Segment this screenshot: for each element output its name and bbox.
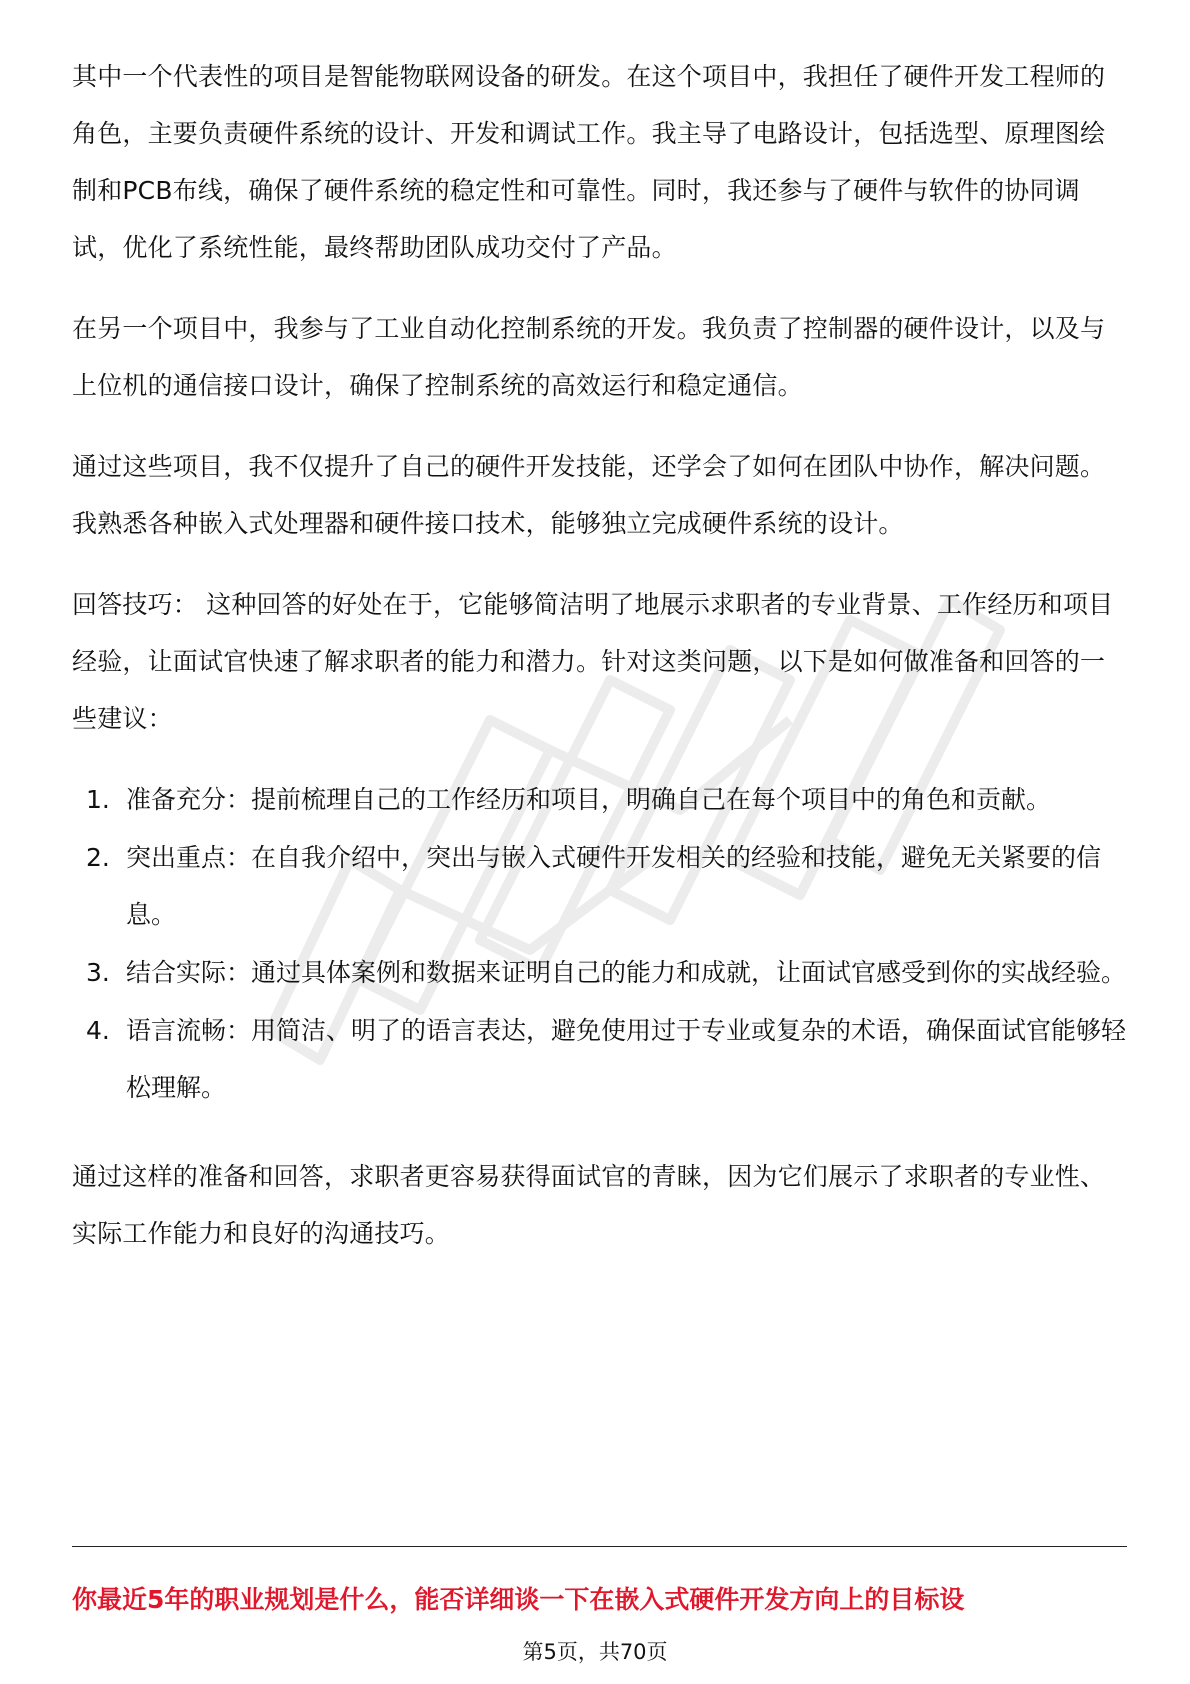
list-item-text: 突出重点：在自我介绍中，突出与嵌入式硬件开发相关的经验和技能，避免无关紧要的信息。 [126, 843, 1102, 929]
paragraph-conclusion: 通过这样的准备和回答，求职者更容易获得面试官的青睐，因为它们展示了求职者的专业性、实际工作能力和良好的沟通技巧。 [72, 1162, 1106, 1248]
paragraph-project-iot: 其中一个代表性的项目是智能物联网设备的研发。在这个项目中，我担任了硬件开发工程师的角色，主要负责硬件系统的设计、开发和调试工作。我主导了电路设计，包括选型、原理图绘制和PCB布线，确保了硬件系统的稳定性和可靠性。同时，我还参与了硬件与软件的协同调试，优化了系统性能，最终帮助团队成功交付了产品。 [72, 62, 1106, 262]
paragraph-answer-tips: 回答技巧： 这种回答的好处在于，它能够简洁明了地展示求职者的专业背景、工作经历和项目经验，让面试官快速了解求职者的能力和潜力。针对这类问题，以下是如何做准备和回答的一些建议： [72, 590, 1114, 733]
paragraph-project-industrial: 在另一个项目中，我参与了工业自动化控制系统的开发。我负责了控制器的硬件设计，以及与上位机的通信接口设计，确保了控制系统的高效运行和稳定通信。 [72, 314, 1106, 400]
list-item-text: 准备充分：提前梳理自己的工作经历和项目，明确自己在每个项目中的角色和贡献。 [126, 785, 1052, 814]
list-item [72, 1002, 1127, 1116]
list-item-number: 2. [86, 843, 110, 872]
next-question-heading: 你最近5年的职业规划是什么，能否详细谈一下在嵌入式硬件开发方向上的目标设 [72, 1585, 965, 1614]
list-item-number: 1. [86, 785, 110, 814]
list-item [72, 829, 1127, 943]
list-item-text: 结合实际：通过具体案例和数据来证明自己的能力和成就，让面试官感受到你的实战经验。 [126, 958, 1127, 987]
page-number-footer: 第5页，共70页 [522, 1640, 668, 1664]
list-item [72, 944, 1127, 1001]
list-item-text: 语言流畅：用简洁、明了的语言表达，避免使用过于专业或复杂的术语，确保面试官能够轻松理解。 [126, 1016, 1127, 1102]
document-body [72, 48, 1127, 1286]
paragraph-skills-summary: 通过这些项目，我不仅提升了自己的硬件开发技能，还学会了如何在团队中协作，解决问题。我熟悉各种嵌入式处理器和硬件接口技术，能够独立完成硬件系统的设计。 [72, 452, 1106, 538]
list-item-number: 4. [86, 1016, 110, 1045]
list-item [72, 771, 1127, 828]
list-item-number: 3. [86, 958, 110, 987]
tips-list [72, 771, 1127, 1116]
section-divider [72, 1546, 1127, 1547]
